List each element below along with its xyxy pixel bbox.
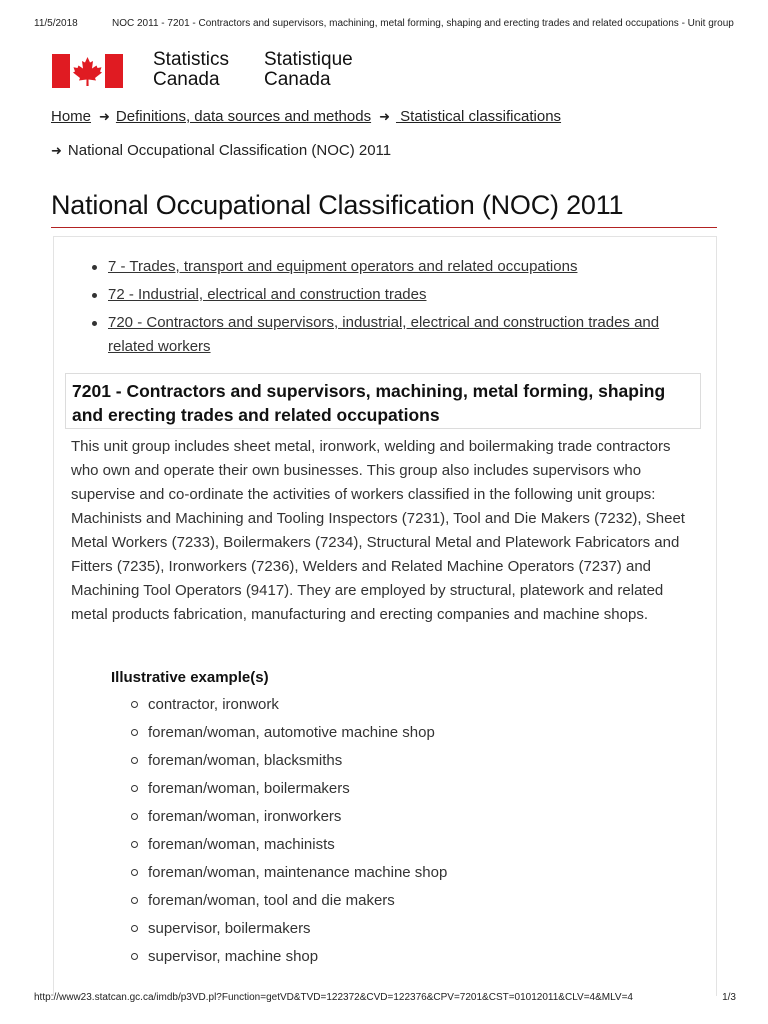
- unit-group-description: This unit group includes sheet metal, ironwork, welding and boilermaking trade contractors who own and operate their own businesses. This group also includes supervisors who supervise and co-ordinate the activities of workers classified in the following unit groups: Machinists and Machining and Tooling Inspectors (7231), Tool and Die Makers (7232), Sheet Metal Workers (7233), Boilermakers (7234), Structural Metal and Platework Fabricators and Fitters (7235), Ironworkers (7236), Welders and Related Machine Operators (7237) and Machining Tool Operators (9417). They are employed by structural, platework and related metal products fabrication, manufacturing and erecting companies and machine shops.: [71, 438, 685, 623]
- arrow-right-icon: ➜: [51, 143, 62, 158]
- breadcrumb-current: National Occupational Classification (NOC) 2011: [67, 142, 392, 159]
- hierarchy-item: [108, 283, 698, 307]
- hierarchy-link-72[interactable]: 72 - Industrial, electrical and construction trades: [108, 286, 427, 303]
- hierarchy-link-720[interactable]: 720 - Contractors and supervisors, industrial, electrical and construction trades and related workers: [108, 314, 660, 355]
- breadcrumb-definitions-link[interactable]: Definitions, data sources and methods: [115, 108, 372, 125]
- examples-heading: Illustrative example(s): [111, 669, 269, 686]
- print-page-number: 1/3: [722, 992, 736, 1003]
- arrow-right-icon: ➜: [379, 109, 390, 124]
- list-item: supervisor, machine shop: [148, 945, 447, 973]
- breadcrumb-home-link[interactable]: Home: [51, 108, 92, 125]
- brand-name-english: [153, 50, 229, 90]
- list-item: foreman/woman, boilermakers: [148, 777, 447, 805]
- title-divider: [51, 227, 717, 228]
- brand-en-line2: Canada: [153, 69, 220, 90]
- print-header: [0, 0, 768, 30]
- page-title: National Occupational Classification (NOC) 2011: [51, 190, 624, 220]
- unit-group-title: 7201 - Contractors and supervisors, machining, metal forming, shaping and erecting trades and related occupations: [72, 381, 666, 425]
- breadcrumb-classifications-link[interactable]: Statistical classifications: [395, 108, 562, 125]
- list-item: contractor, ironwork: [148, 693, 447, 721]
- list-item: foreman/woman, blacksmiths: [148, 749, 447, 777]
- unit-group-header: [65, 373, 701, 429]
- hierarchy-list: [54, 255, 698, 363]
- canada-flag-icon: [52, 54, 123, 88]
- examples-list: [54, 693, 447, 973]
- brand-name-french: [264, 50, 353, 90]
- hierarchy-item: [108, 255, 698, 279]
- list-item: supervisor, boilermakers: [148, 917, 447, 945]
- list-item: foreman/woman, machinists: [148, 833, 447, 861]
- print-date: 11/5/2018: [34, 18, 78, 29]
- brand-fr-line2: Canada: [264, 69, 331, 90]
- brand-en-line1: Statistics: [153, 49, 230, 70]
- print-page-title: NOC 2011 - 7201 - Contractors and supervisors, machining, metal forming, shaping and erecting trades and related occupations - Unit group: [112, 18, 734, 29]
- content-panel: [53, 236, 717, 996]
- brand-fr-line1: Statistique: [264, 49, 353, 70]
- list-item: foreman/woman, maintenance machine shop: [148, 861, 447, 889]
- hierarchy-link-7[interactable]: 7 - Trades, transport and equipment operators and related occupations: [108, 258, 578, 275]
- list-item: foreman/woman, tool and die makers: [148, 889, 447, 917]
- print-url: http://www23.statcan.gc.ca/imdb/p3VD.pl?Function=getVD&TVD=122372&CVD=122376&CPV=7201&CST=01012011&CLV=4&MLV=4: [34, 992, 633, 1003]
- arrow-right-icon: ➜: [99, 109, 110, 124]
- print-footer: [0, 990, 768, 1010]
- list-item: foreman/woman, ironworkers: [148, 805, 447, 833]
- list-item: foreman/woman, automotive machine shop: [148, 721, 447, 749]
- hierarchy-item: [108, 311, 698, 359]
